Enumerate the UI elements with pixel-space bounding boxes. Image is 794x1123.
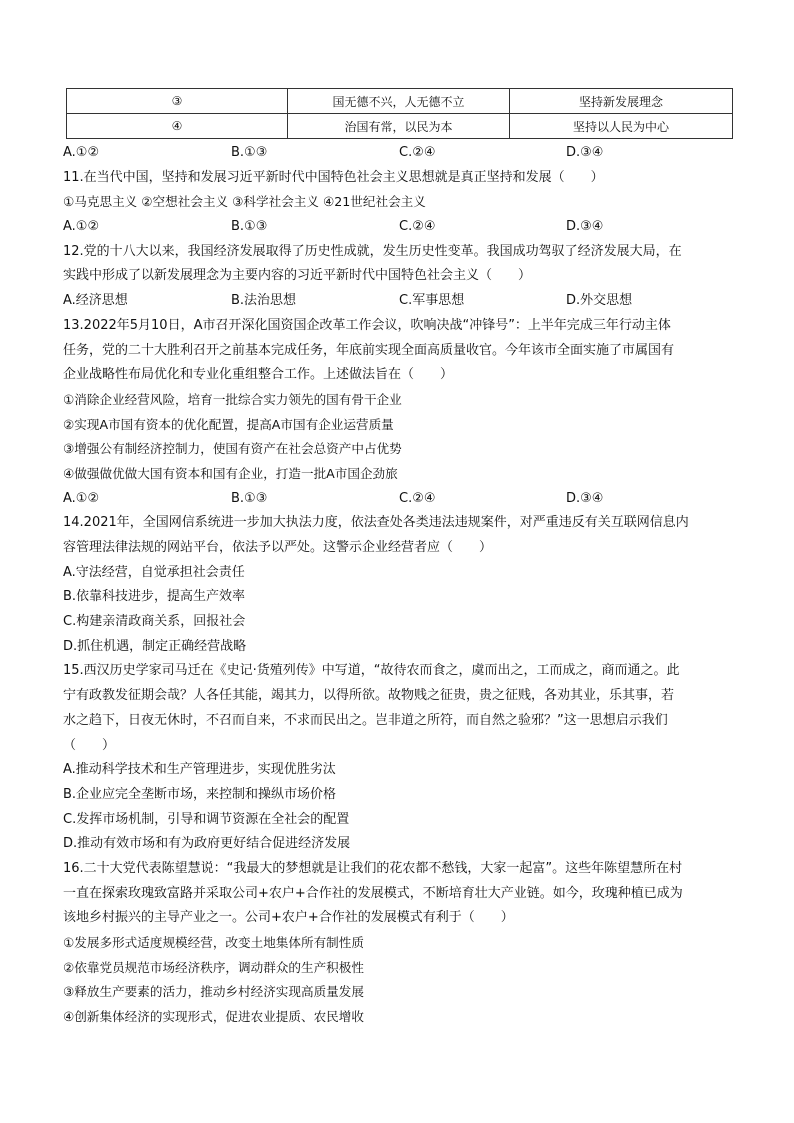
q13-option-d[interactable]: D.③④ bbox=[566, 490, 604, 506]
table-cell-theme: 坚持新发展理念 bbox=[510, 89, 733, 114]
q16-statement: ②依靠党员规范市场经济秩序，调动群众的生产积极性 bbox=[63, 959, 364, 975]
table-cell-num: ④ bbox=[67, 114, 288, 139]
q12-option-b[interactable]: B.法治思想 bbox=[231, 293, 297, 309]
q13-stem-line: 任务，党的二十大胜利召开之前基本完成任务，年底前实现全面高质量收官。今年该市全面实施了市属国有 bbox=[63, 342, 675, 358]
q16-statement: ④创新集体经济的实现形式，促进农业提质、农民增收 bbox=[63, 1009, 364, 1025]
q12-option-c[interactable]: C.军事思想 bbox=[399, 293, 465, 309]
q14-option-c[interactable]: C.构建亲清政商关系，回报社会 bbox=[63, 614, 246, 630]
q15-option-a[interactable]: A.推动科学技术和生产管理进步，实现优胜劣汰 bbox=[63, 762, 336, 778]
table-row bbox=[67, 114, 733, 139]
q14-option-d[interactable]: D.抓住机遇，制定正确经营战略 bbox=[63, 638, 247, 654]
answer-table bbox=[66, 88, 733, 139]
q13-option-a[interactable]: A.①② bbox=[63, 490, 100, 506]
q12-options bbox=[63, 289, 733, 314]
q14-option-b[interactable]: B.依靠科技进步，提高生产效率 bbox=[63, 589, 246, 605]
q13-option-c[interactable]: C.②④ bbox=[399, 490, 436, 506]
question-body bbox=[63, 141, 733, 1030]
q11-options bbox=[63, 215, 733, 240]
q10-option-b[interactable]: B.①③ bbox=[231, 145, 268, 160]
q13-stem-line: 企业战略性布局优化和专业化重组整合工作。上述做法旨在（ ） bbox=[63, 367, 454, 383]
q11-option-b[interactable]: B.①③ bbox=[231, 219, 268, 235]
q16-statement: ①发展多形式适度规模经营，改变土地集体所有制性质 bbox=[63, 935, 364, 950]
q11-option-a[interactable]: A.①② bbox=[63, 219, 100, 235]
q11-stem: 11.在当代中国，坚持和发展习近平新时代中国特色社会主义思想就是真正坚持和发展（ ） bbox=[63, 169, 604, 185]
q11-option-c[interactable]: C.②④ bbox=[399, 219, 436, 235]
q13-statement: ④做强做优做大国有资本和国有企业，打造一批A市国企劲旅 bbox=[63, 465, 398, 481]
q16-statement: ③释放生产要素的活力，推动乡村经济实现高质量发展 bbox=[63, 984, 364, 1000]
q10-option-a[interactable]: A.①② bbox=[63, 145, 100, 160]
q13-stem-line: 13.2022年5月10日，A市召开深化国资国企改革工作会议，吹响决战“冲锋号”：上半年完成三年行动主体 bbox=[63, 317, 671, 333]
q10-options bbox=[63, 141, 733, 166]
q11-option-d[interactable]: D.③④ bbox=[566, 219, 604, 235]
table-cell-motto: 国无德不兴，人无德不立 bbox=[288, 89, 510, 114]
q15-stem-line: 宁有政教发征期会哉？人各任其能，竭其力，以得所欲。故物贱之征贵，贵之征贱，各劝其业，乐其事，若 bbox=[63, 688, 675, 704]
q15-stem-line: （ ） bbox=[63, 737, 116, 753]
table-row bbox=[67, 89, 733, 114]
q15-stem-line: 15.西汉历史学家司马迁在《史记·货殖列传》中写道，“故待农而食之，虞而出之，工而成之，商而通之。此 bbox=[63, 663, 680, 679]
q13-option-b[interactable]: B.①③ bbox=[231, 490, 268, 506]
q10-option-c[interactable]: C.②④ bbox=[399, 145, 436, 160]
q10-option-d[interactable]: D.③④ bbox=[566, 145, 604, 160]
q16-stem-line: 该地乡村振兴的主导产业之一。公司+农户+合作社的发展模式有利于（ ） bbox=[63, 910, 514, 926]
q14-option-a[interactable]: A.守法经营，自觉承担社会责任 bbox=[63, 564, 245, 580]
q14-stem-line: 容管理法律法规的网站平台，依法予以严处。这警示企业经营者应（ ） bbox=[63, 540, 493, 555]
q12-stem-line: 12.党的十八大以来，我国经济发展取得了历史性成就，发生历史性变革。我国成功驾驭了经济发展大局，在 bbox=[63, 243, 682, 259]
q11-choices: ①马克思主义 ②空想社会主义 ③科学社会主义 ④21世纪社会主义 bbox=[63, 194, 426, 210]
q16-stem-line: 一直在探索玫瑰致富路并采取公司+农户+合作社的发展模式，不断培育壮大产业链。如今，玫瑰种植已成为 bbox=[63, 885, 683, 901]
table-cell-motto: 治国有常，以民为本 bbox=[288, 114, 510, 139]
q12-option-d[interactable]: D.外交思想 bbox=[566, 293, 633, 309]
q13-options bbox=[63, 487, 733, 512]
q13-statement: ②实现A市国有资本的优化配置，提高A市国有企业运营质量 bbox=[63, 416, 394, 432]
q15-option-d[interactable]: D.推动有效市场和有为政府更好结合促进经济发展 bbox=[63, 836, 351, 852]
table-cell-theme: 坚持以人民为中心 bbox=[510, 114, 733, 139]
q13-statement: ①消除企业经营风险，培育一批综合实力领先的国有骨干企业 bbox=[63, 391, 402, 407]
table-cell-num: ③ bbox=[67, 89, 288, 114]
q15-option-c[interactable]: C.发挥市场机制，引导和调节资源在全社会的配置 bbox=[63, 811, 350, 827]
q16-stem-line: 16.二十大党代表陈望慧说：“我最大的梦想就是让我们的花农都不愁钱，大家一起富”。这些年陈望慧所在村 bbox=[63, 860, 683, 876]
q15-stem-line: 水之趋下，日夜无休时，不召而自来，不求而民出之。岂非道之所符，而自然之验邪？”这一思想启示我们 bbox=[63, 712, 668, 728]
q14-stem-line: 14.2021年，全国网信系统进一步加大执法力度，依法查处各类违法违规案件，对严重违反有关互联网信息内 bbox=[63, 515, 689, 531]
q15-option-b[interactable]: B.企业应完全垄断市场，来控制和操纵市场价格 bbox=[63, 786, 337, 802]
q12-stem-line: 实践中形成了以新发展理念为主要内容的习近平新时代中国特色社会主义（ ） bbox=[63, 268, 532, 284]
q13-statement: ③增强公有制经济控制力，使国有资产在社会总资产中占优势 bbox=[63, 441, 402, 457]
q12-option-a[interactable]: A.经济思想 bbox=[63, 293, 128, 309]
